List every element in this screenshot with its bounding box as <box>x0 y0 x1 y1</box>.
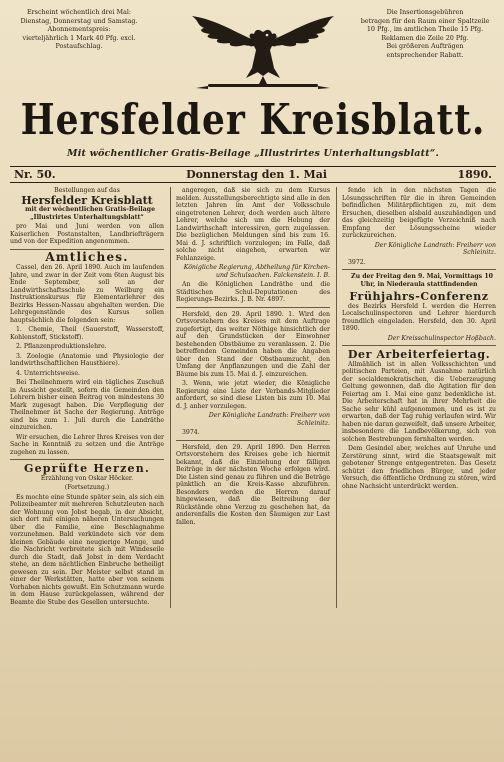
column-2 <box>170 187 330 608</box>
notice-line: vierteljährlich 1 Mark 40 Pfg. excl. <box>22 33 136 42</box>
column-1 <box>10 187 164 608</box>
issue-number: Nr. 50. <box>14 168 56 181</box>
reference-number: 3972. <box>348 258 366 266</box>
notice-line: Dienstag, Donnerstag und Samstag. <box>20 16 138 25</box>
notice-line: Die Insertionsgebühren <box>386 8 464 16</box>
divider <box>176 440 330 441</box>
signature: Der Königliche Landrath: Freiherr von Schleinitz. <box>208 412 330 427</box>
column-3 <box>336 187 496 608</box>
notice-line: 10 Pfg., im amtlichen Theile 15 Pfg. <box>366 25 484 34</box>
reference-number: 3974. <box>182 429 200 436</box>
list-item: 3. Zoologie (Anatomie und Physiologie der landwirthschaftlichen Hausthiere). <box>10 352 164 367</box>
story-text: Es mochte eine Stunde später sein, als sich ein Polizeibeamter mit mehreren Schutzleuten nach der Wohnung von Jobst begab, in der Absicht, sich dort mit einigen näheren Untersuchungen über die Familie, eine Beschlagnahme vorzunehmen. Bald verkündete sich vor dem kleinen Gebäude eine neugierige Menge, und die Nachricht verbreitete sich mit Windeseile durch die Stadt, daß Jobst in dem Verdacht stehe, an dem nächtlichen Einbruche betheiligt gewesen zu sein. Der Meister selbst stand in einer der Werkstätten, hatte aber von seinem Vorhaben nichts gewußt. Ein Schutzmann wurde in dem Hause zurückgelassen, während der Beamte die Stube des Gesellen untersuchte. <box>10 493 164 606</box>
story-heading: Geprüfte Herzen. <box>24 462 150 475</box>
subscription-text: pro Mai und Juni werden von allen Kaiserlichen Postanstalten, Landbriefträgern und von der Expedition angenommen. <box>10 223 164 245</box>
article-paragraph: fende ich in den nächsten Tagen die Lösungsschriften für die in ihren Gemeinden befindlichen Militärpflichtigen zu, mit dem Ersuchen, dieselben alsbald auszuhändigen und das gleichzeitig beigefügte Verzeichniß nach Empfang der Lösungsscheine wieder zurückzureichen. <box>342 187 496 239</box>
article-paragraph: angeregen, daß sie sich zu dem Kursus melden. Ausstellungsberechtigte sind alle in den letzten Jahren im Amt der Volksschule eingetretenen Lehrer, doch werden auch ältere Lehrer, welche sich um die Hebung der Landwirthschaft interessiren, gern zugelassen. Die bezüglichen Meldungen sind bis zum 16. Mai d. J. schriftlich vorzulegen; im Falle, daß solche nicht eingehen, erwarten wir Fehlanzeige. <box>176 187 330 262</box>
divider <box>342 269 496 270</box>
paper-name-heading: Hersfelder Kreisblatt <box>21 193 153 207</box>
dateline <box>10 166 496 183</box>
story-continuation: (Fortsetzung.) <box>64 484 110 491</box>
subscription-beilage: mit der wöchentlichen Gratis-Beilage „Illustrirtes Unterhaltungsblatt“ <box>24 206 156 221</box>
article-paragraph: Dem Gesindel aber, welches auf Unruhe und Zerstörung sinnt, wird die Staatsgewalt mit gebotener Strenge entgegentreten. Das Gesetz schützt den friedlichen Bürger, und jeder Versuch, die öffentliche Ordnung zu stören, wird ohne Nachsicht unterdrückt werden. <box>342 445 496 490</box>
addressee: An die Königlichen Landräthe und die Städtischen Schul-Deputationen des Regierungs-Bezirks. J. B. Nr. 4897. <box>176 281 330 303</box>
article-paragraph: 3. Wenn, wie jetzt wieder, die Königliche Regierung eine Liste der Verbands-Mitglieder anfordert, so sind diese Listen bis zum 10. Mai d. J. anher vorzulegen. <box>176 380 330 410</box>
section-heading-arbeiterfeiertag: Der Arbeiterfeiertag. <box>347 348 491 361</box>
newspaper-subtitle: Mit wöchentlicher Gratis-Beilage „Illustrirtes Unterhaltungsblatt“. <box>67 148 439 159</box>
divider <box>342 345 496 346</box>
notice-line: Erscheint wöchentlich drei Mal: <box>26 8 132 16</box>
article-paragraph: Cassel, den 26. April 1890. Auch im laufenden Jahre, und zwar in der Zeit vom 6ten August bis Ende September, soll an der Landwirthschaftsschule zu Weilburg ein Instruktionskursus für Elementarlehrer des Bezirks Hessen-Nassau abgehalten werden. Die Lehrgegenstände des Kursus sollen hauptsächlich die folgenden sein: <box>10 264 164 324</box>
signature: Der Kreisschulinspector Hoßbach. <box>387 334 496 342</box>
list-item: 2. Pflanzenproduktionslehre. <box>16 343 107 350</box>
list-item: 1. Chemie, Theil (Sauerstoff, Wasserstoff, Kohlenstoff, Stickstoff). <box>10 326 164 341</box>
advertising-rates-notice <box>360 8 490 60</box>
article-paragraph: des Bezirks Hersfeld I. werden die Herren Localschulinspectoren und Lehrer hierdurch freundlich eingeladen. Hersfeld, den 30. April 1890. <box>342 302 496 332</box>
divider <box>176 307 330 308</box>
conference-notice: Zu der Freitag den 9. Mai, Vormittags 10 Uhr, in Niederaula stattfindenden <box>351 273 493 288</box>
divider <box>10 459 164 460</box>
article-columns <box>10 187 496 608</box>
article-paragraph: Bei Theilnehmern wird ein tägliches Zuschuß in Aussicht gestellt, sofern die Gemeinden den Lehrern bisher einen Beitrag von mindestens 30 Mark zugesagt haben. Die Verpflegung der Theilnehmer ist Sache der Regierung. Anträge sind bis zum 1. Juli durch die Landräthe einzureichen. <box>10 379 164 431</box>
notice-line: Postaufschlag. <box>55 42 103 51</box>
notice-line: betragen für den Raum einer Spaltzeile <box>360 16 490 25</box>
newspaper-title: Hersfelder Kreisblatt. <box>20 95 486 145</box>
notice-line: Abonnementspreis: <box>47 25 111 34</box>
article-paragraph: Hersfeld, den 29. April 1890. Den Herren Ortsvorstehern des Kreises gebe ich hiermit bekannt, daß die Einziehung der fälligen Beiträge in der nächsten Woche erfolgen wird. Die Listen sind genau zu führen und die Beträge pünktlich an die Kreis-Kasse abzuführen. Besonders werden die Herren darauf hingewiesen, daß die Beitreibung der Rückstände ohne Verzug zu geschehen hat, da anderenfalls die Kosten den Säumigen zur Last fallen. <box>176 443 330 526</box>
section-heading-amtliches: Amtliches. <box>45 249 129 264</box>
conference-heading: Frühjahrs-Conferenz <box>349 290 489 303</box>
signature: Der Königliche Landrath: Freiherr von Schleinitz. <box>374 241 496 256</box>
subscription-intro: Bestellungen auf das <box>54 187 120 194</box>
article-paragraph: Hersfeld, den 29. April 1890. 1. Wird den Ortsvorstehern des Kreises mit dem Auftrage zugefertigt, das weiter Nöthige hinsichtlich der auf den Grundstücken der Einwohner bestehenden Obstbäume zu veranlassen. 2. Die betreffenden Gemeinden haben die Angaben über den Stand der Obstbaumzucht, den Umfang der Anpflanzungen und die Zahl der Bäume bis zum 15. Mai d. J. einzureichen. <box>176 310 330 378</box>
article-paragraph: Wir ersuchen, die Lehrer Ihres Kreises von der Sache in Kenntniß zu setzen und die Anträge zugehen zu lassen. <box>10 433 164 456</box>
signature: Königliche Regierung, Abtheilung für Kirchen- und Schulsachen. Falckenstein. I. B. <box>183 264 330 279</box>
notice-line: Reklamen die Zeile 20 Pfg. <box>381 33 469 42</box>
notice-line: Bei größeren Aufträgen entsprechender Rabatt. <box>386 42 464 59</box>
eagle-emblem-icon <box>188 6 338 96</box>
issue-year: 1890. <box>457 168 492 181</box>
masthead <box>10 6 496 159</box>
story-author: Erzählung von Oskar Höcker. <box>40 474 134 482</box>
article-paragraph: Allmählich ist in allen Volksschichten und politischen Parteien, mit Ausnahme natürlich der socialdemokratischen, die Ueberzeugung Geltung gewonnen, daß die Agitation für den Feiertag am 1. Mai eine ganz bedenkliche ist. Die Arbeiterschaft hat in ihrer Mehrheit die Sache sehr kühl aufgenommen, und es ist zu erwarten, daß der Tag ruhig verlaufen wird. Wir haben nie daran gezweifelt, daß unsere Arbeiter, insbesondere die Landbevölkerung, sich von solchen Bestrebungen fernhalten werden. <box>342 360 496 443</box>
subscription-notice <box>14 8 144 51</box>
issue-date: Donnerstag den 1. Mai <box>186 168 328 181</box>
list-item: 4. Unterrichtsweise. <box>16 369 80 377</box>
